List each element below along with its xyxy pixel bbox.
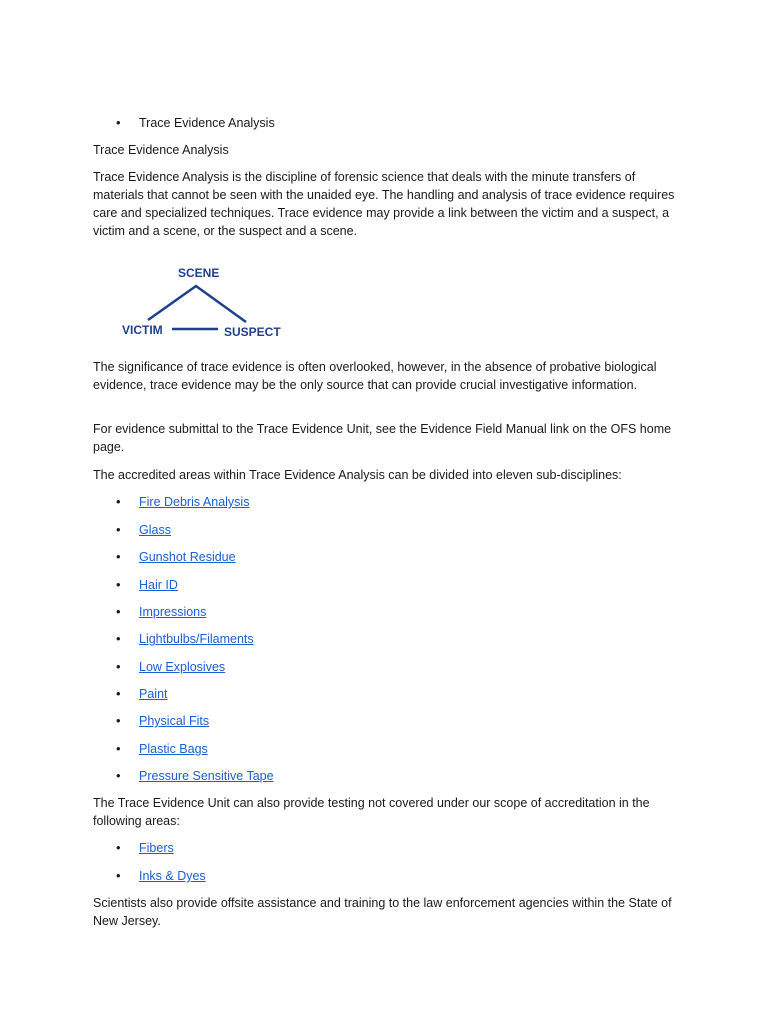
link-low-explosives[interactable]: Low Explosives xyxy=(139,660,226,674)
significance-paragraph: The significance of trace evidence is often overlooked, however, in the absence of probative biological evidence, trace evidence may be the only source that can provide crucial investigative information. xyxy=(93,360,657,392)
scene-victim-suspect-diagram xyxy=(118,262,288,342)
diagram-victim-label: VICTIM xyxy=(122,323,163,337)
diagram-suspect-label: SUSPECT xyxy=(224,325,281,339)
link-paint[interactable]: Paint xyxy=(139,687,168,701)
link-physical-fits[interactable]: Physical Fits xyxy=(139,714,210,728)
nonaccredited-intro: The Trace Evidence Unit can also provide testing not covered under our scope of accreditation in the following areas: xyxy=(93,796,650,828)
link-lightbulbs-filaments[interactable]: Lightbulbs/Filaments xyxy=(139,632,254,646)
link-glass[interactable]: Glass xyxy=(139,523,171,537)
link-pressure-sensitive-tape[interactable]: Pressure Sensitive Tape xyxy=(139,769,274,783)
link-plastic-bags[interactable]: Plastic Bags xyxy=(139,742,208,756)
link-hair-id[interactable]: Hair ID xyxy=(139,578,178,592)
diagram-triangle-lines xyxy=(148,286,246,322)
section-heading: Trace Evidence Analysis xyxy=(93,143,229,157)
accredited-intro: The accredited areas within Trace Evidence Analysis can be divided into eleven sub-disciplines: xyxy=(93,468,622,482)
closing-paragraph: Scientists also provide offsite assistance and training to the law enforcement agencies within the State of New Jersey. xyxy=(93,896,672,928)
link-inks-dyes[interactable]: Inks & Dyes xyxy=(139,869,206,883)
bullet-marker: • xyxy=(116,115,121,130)
link-impressions[interactable]: Impressions xyxy=(139,605,207,619)
document-page: • Trace Evidence Analysis Trace Evidence Analysis Trace Evidence Analysis is the discipline of forensic science that deals with the minute transfers of materials that cannot be seen with the unaided eye. The handling and analysis of trace evidence requires care and specialized techniques. Trace evidence may provide a link between the victim and a suspect, a victim and a scene, or the suspect and a scene. SCENE VICTIM SUSPECT The significance of trace evidence is often overlooked, however, in the absence of probative biological evidence, trace evidence may be the only source that can provide crucial investigative information. For evidence submittal to the Trace Evidence Unit, see the Evidence Field Manual link on the OFS home page. The accredited areas within Trace Evidence Analysis can be divided into eleven sub-disciplines: • Fire Debris Analysis • Glass • Gunshot Residue • Hair ID • Impressions • Lightbulbs/Filaments • Low Explosives • Paint • Physical Fits • Plastic Bags • Pressure Sensitive Tape The Trace Evidence Unit can also provide testing not covered under our scope of accreditation in the following areas: • Fibers • Inks & Dyes Scientists also provide offsite assistance and training to the law enforcement agencies within the State of New Jersey. xyxy=(0,0,768,1024)
top-bullet-text: Trace Evidence Analysis xyxy=(139,116,275,130)
link-gunshot-residue[interactable]: Gunshot Residue xyxy=(139,550,236,564)
link-fibers[interactable]: Fibers xyxy=(139,841,174,855)
link-fire-debris-analysis[interactable]: Fire Debris Analysis xyxy=(139,495,250,509)
submittal-paragraph: For evidence submittal to the Trace Evidence Unit, see the Evidence Field Manual link on the OFS home page. xyxy=(93,422,672,454)
diagram-scene-label: SCENE xyxy=(178,266,220,280)
intro-paragraph: Trace Evidence Analysis is the discipline of forensic science that deals with the minute transfers of materials that cannot be seen with the unaided eye. The handling and analysis of trace evidence requires care and specialized techniques. Trace evidence may provide a link between the victim and a suspect, a victim and a scene, or the suspect and a scene. xyxy=(93,170,675,238)
